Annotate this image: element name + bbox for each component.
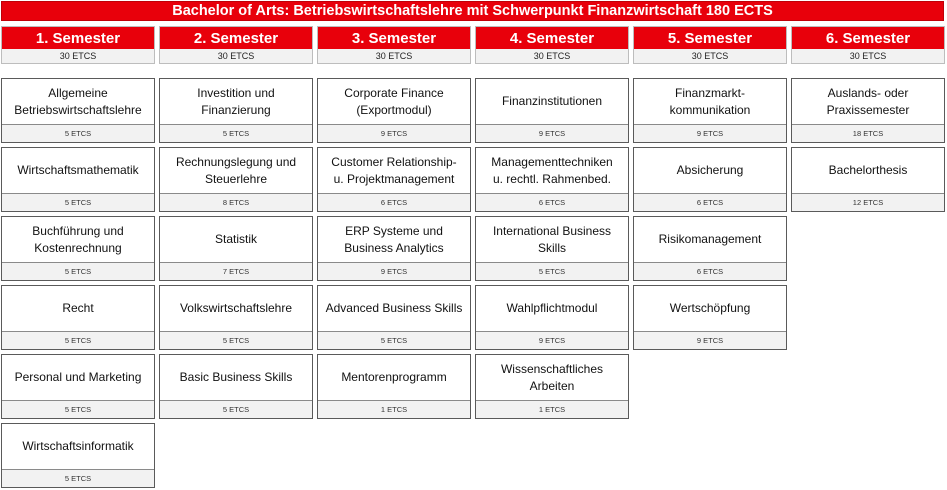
semester-label: 3. Semester [318, 27, 470, 49]
semester-header [1, 26, 155, 64]
module-name: Volkswirtschaftslehre [160, 286, 312, 332]
semester-ects: 30 ETCS [160, 49, 312, 63]
module-ects: 6 ETCS [476, 194, 628, 211]
semester-label: 5. Semester [634, 27, 786, 49]
module-ects: 5 ETCS [2, 263, 154, 280]
module-card [159, 354, 313, 419]
module-ects: 1 ETCS [476, 401, 628, 418]
module-ects: 5 ETCS [160, 332, 312, 349]
module-card [475, 216, 629, 281]
module-name: Customer Relationship- u. Projektmanagement [318, 148, 470, 194]
module-card [633, 216, 787, 281]
module-card [317, 78, 471, 143]
module-card [475, 354, 629, 419]
module-name: Wissenschaftliches Arbeiten [476, 355, 628, 401]
semester-ects: 30 ETCS [476, 49, 628, 63]
module-card [791, 147, 945, 212]
module-card [475, 78, 629, 143]
module-card [475, 285, 629, 350]
semester-header [317, 26, 471, 64]
module-card [791, 78, 945, 143]
module-card [1, 78, 155, 143]
module-ects: 9 ETCS [634, 332, 786, 349]
module-card [633, 285, 787, 350]
module-card [317, 216, 471, 281]
module-card [317, 354, 471, 419]
module-card [159, 216, 313, 281]
semester-label: 1. Semester [2, 27, 154, 49]
module-card [1, 285, 155, 350]
module-ects: 18 ETCS [792, 125, 944, 142]
module-name: Managementtechniken u. rechtl. Rahmenbed. [476, 148, 628, 194]
module-card [159, 78, 313, 143]
module-name: Finanzmarkt- kommunikation [634, 79, 786, 125]
module-name: Personal und Marketing [2, 355, 154, 401]
module-name: Rechnungslegung und Steuerlehre [160, 148, 312, 194]
semester-ects: 30 ETCS [792, 49, 944, 63]
module-name: Wirtschaftsinformatik [2, 424, 154, 470]
module-name: Basic Business Skills [160, 355, 312, 401]
module-card [159, 147, 313, 212]
semester-ects: 30 ETCS [634, 49, 786, 63]
semester-ects: 30 ETCS [2, 49, 154, 63]
semester-header [791, 26, 945, 64]
module-ects: 5 ETCS [318, 332, 470, 349]
module-name: Bachelorthesis [792, 148, 944, 194]
page-title: Bachelor of Arts: Betriebswirtschaftslehre mit Schwerpunkt Finanzwirtschaft 180 ECTS [1, 1, 944, 21]
module-name: International Business Skills [476, 217, 628, 263]
module-card [1, 216, 155, 281]
module-ects: 9 ETCS [318, 125, 470, 142]
semester-header [159, 26, 313, 64]
module-card [475, 147, 629, 212]
module-name: Absicherung [634, 148, 786, 194]
module-card [633, 78, 787, 143]
module-card [317, 285, 471, 350]
semester-label: 6. Semester [792, 27, 944, 49]
module-ects: 7 ETCS [160, 263, 312, 280]
module-ects: 9 ETCS [634, 125, 786, 142]
module-name: Allgemeine Betriebswirtschaftslehre [2, 79, 154, 125]
module-ects: 5 ETCS [160, 125, 312, 142]
module-name: Buchführung und Kostenrechnung [2, 217, 154, 263]
module-name: Wertschöpfung [634, 286, 786, 332]
module-card [317, 147, 471, 212]
module-ects: 5 ETCS [2, 332, 154, 349]
module-name: Wirtschaftsmathematik [2, 148, 154, 194]
semester-label: 4. Semester [476, 27, 628, 49]
module-ects: 5 ETCS [2, 194, 154, 211]
module-name: Risikomanagement [634, 217, 786, 263]
semester-ects: 30 ETCS [318, 49, 470, 63]
module-ects: 1 ETCS [318, 401, 470, 418]
module-ects: 9 ETCS [318, 263, 470, 280]
module-ects: 12 ETCS [792, 194, 944, 211]
module-name: Investition und Finanzierung [160, 79, 312, 125]
semester-label: 2. Semester [160, 27, 312, 49]
module-name: Statistik [160, 217, 312, 263]
module-card [1, 423, 155, 488]
module-ects: 6 ETCS [318, 194, 470, 211]
module-card [1, 354, 155, 419]
module-ects: 6 ETCS [634, 194, 786, 211]
module-ects: 8 ETCS [160, 194, 312, 211]
module-name: ERP Systeme und Business Analytics [318, 217, 470, 263]
module-card [159, 285, 313, 350]
module-ects: 5 ETCS [2, 125, 154, 142]
module-card [1, 147, 155, 212]
module-name: Corporate Finance (Exportmodul) [318, 79, 470, 125]
module-ects: 5 ETCS [160, 401, 312, 418]
module-name: Recht [2, 286, 154, 332]
module-name: Wahlpflichtmodul [476, 286, 628, 332]
module-name: Mentorenprogramm [318, 355, 470, 401]
module-ects: 5 ETCS [2, 470, 154, 487]
module-ects: 9 ETCS [476, 332, 628, 349]
semester-header [475, 26, 629, 64]
module-card [633, 147, 787, 212]
module-ects: 5 ETCS [2, 401, 154, 418]
module-ects: 6 ETCS [634, 263, 786, 280]
module-name: Finanzinstitutionen [476, 79, 628, 125]
module-ects: 9 ETCS [476, 125, 628, 142]
module-name: Advanced Business Skills [318, 286, 470, 332]
module-ects: 5 ETCS [476, 263, 628, 280]
semester-header [633, 26, 787, 64]
module-name: Auslands- oder Praxissemester [792, 79, 944, 125]
